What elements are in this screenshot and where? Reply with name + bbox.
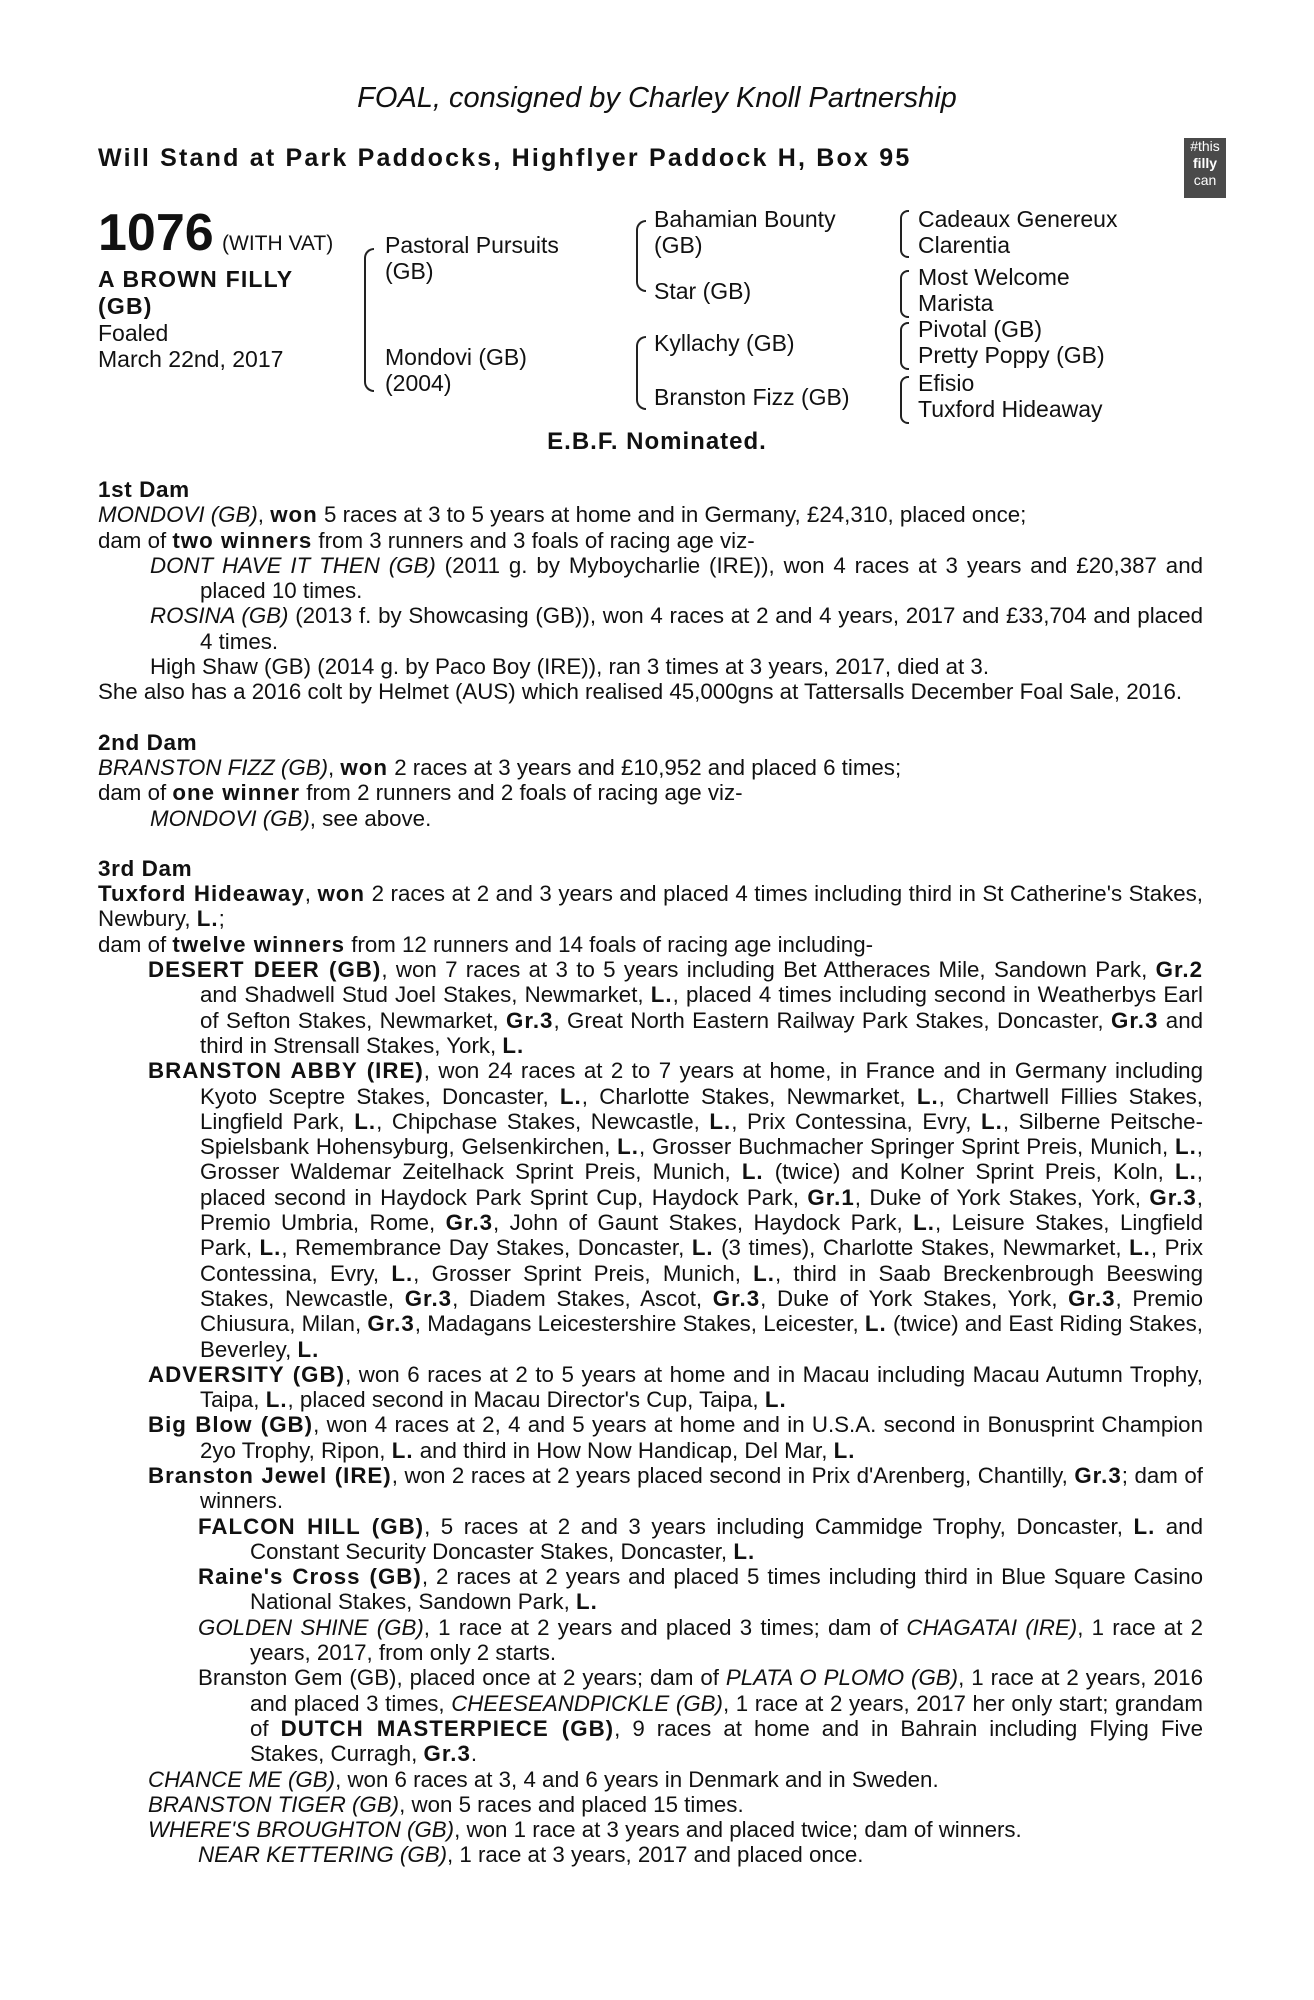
foaled-info xyxy=(98,320,283,372)
runners-count: from 2 runners and 2 foals of racing age viz- xyxy=(306,780,743,806)
race-grade: Gr.3 xyxy=(404,1285,453,1311)
produce-entry-adversity xyxy=(98,1362,1203,1413)
race-grade: L. xyxy=(265,1387,288,1413)
pedigree-brace-sire xyxy=(636,220,646,292)
race-grade: Gr.3 xyxy=(1068,1285,1116,1311)
produce-name: MONDOVI (GB) xyxy=(150,805,310,831)
text: , third in Saab Breckenbrough Beeswing Stakes, Newcastle, xyxy=(200,1260,1203,1311)
race-grade: L. xyxy=(764,1387,787,1413)
dam-of-label: dam of xyxy=(98,527,167,553)
vat-note: (WITH VAT) xyxy=(222,232,334,255)
text: , 2 races at 2 years and placed 5 times including third in Blue Square Casino National Stakes, Sandown Park, xyxy=(250,1564,1203,1615)
produce-entry-chance-me xyxy=(98,1767,1203,1792)
produce-name: BRANSTON ABBY (IRE) xyxy=(148,1058,424,1084)
race-grade: L. xyxy=(741,1159,764,1185)
race-grade: L. xyxy=(1174,1159,1197,1185)
second-dam-summary: BRANSTON FIZZ (GB), won 2 races at 3 years and £10,952 and placed 6 times; xyxy=(98,754,902,780)
produce-name: DUTCH MASTERPIECE (GB) xyxy=(280,1715,615,1741)
race-grade: L. xyxy=(833,1437,856,1463)
race-grade: Gr.3 xyxy=(506,1007,554,1033)
race-grade: L. xyxy=(913,1210,935,1236)
text: , won 5 races and placed 15 times. xyxy=(399,1791,744,1817)
runners-count: from 12 runners and 14 foals of racing age including- xyxy=(351,931,874,957)
text: , won 7 races at 3 to 5 years including Bet Attheraces Mile, Sandown Park, xyxy=(381,957,1156,983)
text: , placed second in Macau Director's Cup, Taipa, xyxy=(287,1387,765,1413)
text: , won 2 races at 2 years placed second in Prix d'Arenberg, Chantilly, xyxy=(391,1462,1075,1488)
race-grade: L. xyxy=(691,1235,714,1261)
produce-entry-falcon-hill xyxy=(98,1514,1203,1565)
second-dam-name: BRANSTON FIZZ (GB) xyxy=(98,754,328,780)
logo-line-2: filly xyxy=(1192,155,1218,171)
text: and Shadwell Stud Joel Stakes, Newmarket, xyxy=(200,982,651,1008)
winners-count: two winners xyxy=(172,527,313,553)
dam-of-label: dam of xyxy=(98,931,167,957)
text: , Premio Umbria, Rome, xyxy=(200,1184,1203,1236)
foaled-date: March 22nd, 2017 xyxy=(98,346,284,372)
text: (twice) and East Riding Stakes, Beverley, xyxy=(200,1311,1204,1362)
produce-entry-wheres-broughton xyxy=(98,1817,1203,1842)
race-grade: L. xyxy=(617,1134,639,1160)
text: , Prix Contessina, Evry, xyxy=(200,1235,1203,1286)
produce-entry-branston-abby xyxy=(98,1058,1203,1362)
text: , placed second in Haydock Park Sprint Cup, Haydock Park, xyxy=(200,1159,1203,1210)
first-dam-name: MONDOVI (GB) xyxy=(98,502,258,528)
race-grade: Gr.3 xyxy=(1110,1007,1159,1033)
runners-count: from 3 runners and 3 foals of racing age viz- xyxy=(318,527,755,553)
race-grade: Gr.2 xyxy=(1155,957,1203,983)
third-dam-heading: 3rd Dam xyxy=(98,855,193,881)
pedigree-brace-main xyxy=(364,248,374,392)
text: , Remembrance Day Stakes, Doncaster, xyxy=(281,1235,692,1261)
text: (3 times), Charlotte Stakes, Newmarket, xyxy=(713,1235,1130,1261)
pedigree-brace-dam xyxy=(636,336,646,410)
text: and third in Strensall Stakes, York, xyxy=(200,1007,1203,1058)
sire-dam: Star (GB) xyxy=(654,278,752,304)
text: Branston Gem (GB), placed once at 2 years; dam of xyxy=(198,1665,726,1691)
sire-sire-dam: Clarentia xyxy=(918,232,1011,258)
produce-name: Branston Jewel (IRE) xyxy=(148,1462,392,1488)
race-grade: L. xyxy=(259,1235,282,1261)
produce-entry-big-blow xyxy=(98,1412,1203,1463)
text: , Charlotte Stakes, Newmarket, xyxy=(581,1083,917,1109)
third-dam-summary: Tuxford Hideaway, won 2 races at 2 and 3 years and placed 4 times including third in St Catherine's Stakes, Newbury, L.; xyxy=(98,881,1204,932)
produce-name: ADVERSITY (GB) xyxy=(148,1361,346,1387)
race-grade: L. xyxy=(650,982,673,1008)
first-dam-record: 5 races at 3 to 5 years at home and in Germany, £24,310, placed once; xyxy=(323,502,1027,528)
text: , 1 race at 2 years, 2016 and placed 3 times, xyxy=(250,1665,1203,1716)
produce-name: WHERE'S BROUGHTON (GB) xyxy=(148,1817,455,1843)
race-grade: L. xyxy=(916,1083,939,1109)
produce-entry-branston-tiger xyxy=(98,1792,1203,1817)
race-grade: L. xyxy=(709,1108,732,1134)
logo-line-1: #this xyxy=(1190,138,1220,154)
dam-of-label: dam of xyxy=(98,780,167,806)
ebf-nominated: E.B.F. Nominated. xyxy=(547,428,767,455)
race-grade: L. xyxy=(981,1108,1003,1134)
produce-entry-branston-jewel xyxy=(98,1463,1203,1514)
third-dam-record: 2 races at 2 and 3 years and placed 4 times including third in St Catherine's Stakes, Newbury, xyxy=(98,881,1204,932)
race-grade: Gr.3 xyxy=(445,1210,494,1236)
produce-name: PLATA O PLOMO (GB) xyxy=(725,1665,959,1691)
text: , 1 race at 2 years, 2017, from only 2 starts. xyxy=(250,1614,1203,1666)
text: , Prix Contessina, Evry, xyxy=(731,1108,982,1134)
text: , 9 races at home and in Bahrain including Flying Five Stakes, Curragh, xyxy=(250,1715,1203,1767)
dam-dam: Branston Fizz (GB) xyxy=(654,384,850,410)
produce-entry-raines-cross xyxy=(98,1564,1203,1615)
race-grade: Gr.3 xyxy=(423,1741,471,1767)
pedigree-brace-sd xyxy=(900,270,909,318)
pedigree-brace-ss xyxy=(900,210,909,258)
race-grade: Gr.3 xyxy=(367,1311,415,1337)
text: , won 6 races at 3, 4 and 6 years in Denmark and in Sweden. xyxy=(335,1766,939,1792)
produce-name: NEAR KETTERING (GB) xyxy=(198,1842,447,1868)
produce-name: CHEESEANDPICKLE (GB) xyxy=(451,1690,723,1716)
produce-entry-branston-gem xyxy=(98,1665,1203,1766)
sire-dam-sire: Most Welcome xyxy=(918,264,1070,290)
third-dam-name: Tuxford Hideaway xyxy=(98,881,305,907)
lot-description: A BROWN FILLY (GB) xyxy=(98,266,293,319)
logo-line-3: can xyxy=(1193,172,1217,188)
foaled-label: Foaled xyxy=(98,320,169,346)
text: , Chipchase Stakes, Newcastle, xyxy=(376,1108,710,1134)
text: ; dam of winners. xyxy=(200,1462,1203,1514)
text: and third in How Now Handicap, Del Mar, xyxy=(413,1437,834,1463)
text: , Chartwell Fillies Stakes, Lingfield Park, xyxy=(200,1083,1203,1134)
sire-sire: Bahamian Bounty (GB) xyxy=(654,206,836,258)
text: , won 1 race at 3 years and placed twice; dam of winners. xyxy=(454,1817,1022,1843)
first-dam-produce xyxy=(98,528,1203,553)
produce-name: GOLDEN SHINE (GB) xyxy=(198,1614,424,1640)
text: , Premio Chiusura, Milan, xyxy=(200,1285,1204,1337)
text: , Grosser Waldemar Zeitelhack Sprint Preis, Munich, xyxy=(200,1134,1203,1185)
second-dam-record: 2 races at 3 years and £10,952 and placed 6 times; xyxy=(394,754,902,780)
produce-entry-golden-shine xyxy=(98,1615,1203,1666)
text: , won 6 races at 2 to 5 years at home and in Macau including Macau Autumn Trophy, Taipa, xyxy=(200,1361,1203,1413)
race-grade: L. xyxy=(559,1083,582,1109)
catalogue-body xyxy=(98,477,1203,1868)
race-grade: L. xyxy=(753,1260,775,1286)
text: , Silberne Peitsche-Spielsbank Hohensyburg, Gelsenkirchen, xyxy=(200,1108,1203,1160)
race-grade: L. xyxy=(575,1589,598,1615)
text: , 5 races at 2 and 3 years including Cammidge Trophy, Doncaster, xyxy=(424,1513,1134,1539)
dam-sire: Kyllachy (GB) xyxy=(654,330,795,356)
text: , 1 race at 2 years, 2017 her only start; grandam of xyxy=(250,1690,1204,1741)
text: , placed 4 times including second in Weatherbys Earl of Sefton Stakes, Newmarket, xyxy=(200,982,1203,1033)
produce-name: Big Blow (GB) xyxy=(148,1412,314,1438)
sire-dam-dam: Marista xyxy=(918,290,994,316)
text: and Constant Security Doncaster Stakes, Doncaster, xyxy=(250,1513,1203,1564)
won-label: won xyxy=(270,502,318,528)
second-dam-heading: 2nd Dam xyxy=(98,729,198,755)
race-grade: L. xyxy=(502,1032,525,1058)
produce-entry xyxy=(98,603,1203,654)
produce-entry xyxy=(98,553,1203,604)
race-grade: L. xyxy=(391,1437,414,1463)
text: , John of Gaunt Stakes, Haydock Park, xyxy=(493,1210,914,1236)
punctuation: ; xyxy=(218,906,225,932)
race-grade: L. xyxy=(196,906,219,932)
produce-name: DESERT DEER (GB) xyxy=(148,957,382,983)
dam-sire-dam: Pretty Poppy (GB) xyxy=(918,342,1105,368)
text: . xyxy=(470,1741,478,1767)
first-dam-summary: MONDOVI (GB), won 5 races at 3 to 5 years at home and in Germany, £24,310, placed once; xyxy=(98,502,1027,528)
produce-entry-desert-deer xyxy=(98,957,1203,1058)
produce-entry-near-kettering xyxy=(98,1842,1203,1867)
race-grade: Gr.1 xyxy=(807,1184,855,1210)
produce-entry xyxy=(98,806,1203,831)
race-grade: L. xyxy=(1133,1513,1156,1539)
text: , 1 race at 3 years, 2017 and placed once. xyxy=(447,1842,864,1868)
dam-dam-dam: Tuxford Hideaway xyxy=(918,396,1103,422)
produce-name: Raine's Cross (GB) xyxy=(198,1564,422,1590)
text: , Duke of York Stakes, York, xyxy=(854,1184,1150,1210)
text: , won 24 races at 2 to 7 years at home, in France and in Germany including Kyoto Sceptre Stakes, Doncaster, xyxy=(200,1058,1203,1109)
produce-entry: High Shaw (GB) (2014 g. by Paco Boy (IRE)), ran 3 times at 3 years, 2017, died at 3. xyxy=(150,654,990,680)
winners-count: one winner xyxy=(172,780,301,806)
race-grade: L. xyxy=(1174,1134,1197,1160)
text: , Madagans Leicestershire Stakes, Leicester, xyxy=(414,1311,865,1337)
text: , Duke of York Stakes, York, xyxy=(760,1285,1069,1311)
produce-name: DONT HAVE IT THEN (GB) xyxy=(150,552,436,578)
text: , 1 race at 2 years and placed 3 times; dam of xyxy=(423,1614,907,1640)
this-filly-can-logo xyxy=(1184,138,1226,198)
race-grade: L. xyxy=(354,1108,377,1134)
produce-record: (2011 g. by Myboycharlie (IRE)), won 4 races at 3 years and £20,387 and placed 10 times. xyxy=(200,552,1203,604)
dam: Mondovi (GB) (2004) xyxy=(385,344,527,396)
race-grade: L. xyxy=(391,1260,414,1286)
winners-count: twelve winners xyxy=(172,931,345,957)
text: , Great North Eastern Railway Park Stakes, Doncaster, xyxy=(553,1007,1111,1033)
pedigree-brace-dd xyxy=(900,376,909,424)
stand-location: Will Stand at Park Paddocks, Highflyer Paddock H, Box 95 xyxy=(98,144,912,172)
won-label: won xyxy=(317,881,366,907)
produce-name: FALCON HILL (GB) xyxy=(198,1513,425,1539)
text: , Diadem Stakes, Ascot, xyxy=(452,1285,713,1311)
first-dam-heading: 1st Dam xyxy=(98,477,190,502)
produce-record: , see above. xyxy=(309,805,432,831)
race-grade: L. xyxy=(864,1311,887,1337)
produce-name: CHAGATAI (IRE) xyxy=(906,1614,1078,1640)
second-dam-produce xyxy=(98,780,1203,805)
race-grade: L. xyxy=(1129,1235,1151,1261)
produce-name: BRANSTON TIGER (GB) xyxy=(148,1791,400,1817)
consignor-line: FOAL, consigned by Charley Knoll Partnership xyxy=(357,82,957,114)
text: , Grosser Sprint Preis, Munich, xyxy=(413,1260,754,1286)
race-grade: L. xyxy=(733,1538,756,1564)
produce-record: (2013 f. by Showcasing (GB)), won 4 races at 2 and 4 years, 2017 and £33,704 and placed 4 times. xyxy=(200,603,1203,654)
lot-number: 1076 xyxy=(98,204,214,262)
race-grade: Gr.3 xyxy=(1074,1462,1122,1488)
sire: Pastoral Pursuits (GB) xyxy=(385,232,559,284)
race-grade: L. xyxy=(297,1336,320,1362)
won-label: won xyxy=(340,754,388,780)
text: , won 4 races at 2, 4 and 5 years at home and in U.S.A. second in Bonusprint Champion 2yo Trophy, Ripon, xyxy=(200,1412,1203,1463)
first-dam-also: She also has a 2016 colt by Helmet (AUS) which realised 45,000gns at Tattersalls December Foal Sale, 2016. xyxy=(98,679,1183,705)
produce-name: ROSINA (GB) xyxy=(150,603,289,629)
sire-sire-sire: Cadeaux Genereux xyxy=(918,206,1118,232)
text: , Grosser Buchmacher Springer Sprint Preis, Munich, xyxy=(638,1134,1175,1160)
dam-dam-sire: Efisio xyxy=(918,370,975,396)
dam-sire-sire: Pivotal (GB) xyxy=(918,316,1042,342)
race-grade: Gr.3 xyxy=(712,1285,761,1311)
race-grade: Gr.3 xyxy=(1149,1184,1197,1210)
text: , Leisure Stakes, Lingfield Park, xyxy=(200,1210,1203,1261)
produce-name: CHANCE ME (GB) xyxy=(148,1766,336,1792)
third-dam-produce xyxy=(98,932,1203,957)
text: (twice) and Kolner Sprint Preis, Koln, xyxy=(763,1159,1175,1185)
pedigree-brace-ds xyxy=(900,322,909,370)
